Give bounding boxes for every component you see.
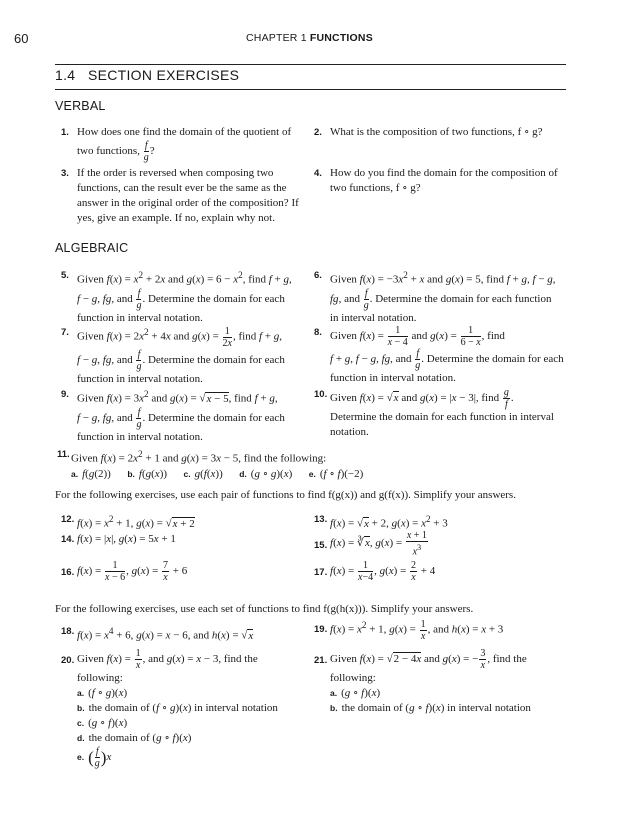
algebraic-heading: ALGEBRAIC <box>55 241 129 255</box>
exercise-12: 12. $f(x) = x^2 + 1$, g(x) = √x + 2 <box>61 514 195 530</box>
exercise-15: 15. f(x) = ∛x, g(x) = $\frac{x + 1}{x^3}$ <box>314 530 427 558</box>
exercise-13: 13. f(x) = √x + 2, $g(x) = x^2 + 3$ <box>314 514 448 530</box>
exercise-5: 5. Given $f(x) = x^2 + 2x$ and $g(x) = 6 - x^2$, find f + g, f − g, fg, and $\frac{f}{g}$ . Determine the domain for each function in interval notation. <box>61 270 292 324</box>
exercise-number: 4. <box>314 168 322 179</box>
exercise-6: 6. Given $f(x) = -3x^2 + x$ and g(x) = 5, find f + g, f − g, fg, and $\frac{f}{g}$ . Determine the domain for each function in interval notation. <box>314 270 556 324</box>
section-number: 1.4 <box>55 67 76 83</box>
exercise-number: 10. <box>314 389 328 400</box>
exercise-2 <box>314 125 560 140</box>
chapter-title: FUNCTIONS <box>309 32 373 44</box>
exercise-text: What is the composition of two functions, f ∘ g? <box>330 126 543 138</box>
exercise-number: 8. <box>314 327 322 338</box>
exercise-3 <box>61 166 302 226</box>
exercise-8: 8. Given f(x) = $\frac{1}{x - 4}$ and g(x) = $\frac{1}{6 - x}$ , find f + g, f − g, fg, and $\frac{f}{g}$ . Determine the domain for each function in interval notation. <box>314 325 564 384</box>
running-header <box>246 32 373 44</box>
exercise-18: 18. $f(x) = x^4 + 6$, g(x) = x − 6, and h(x) = √x <box>61 626 254 642</box>
exercise-21: 21. Given f(x) = √2 − 4x and g(x) = − $\frac{3}{x}$ , find the following: a. (g ∘ f)(x) b. the domain of (g ∘ f)(x) in interval notation <box>314 648 531 714</box>
exercise-17: 17. f(x) = $\frac{1}{x-4}$ , g(x) = $\frac{2}{x}$ + 4 <box>314 560 436 583</box>
exercise-number: 3. <box>61 168 69 179</box>
instructions-paragraph: For the following exercises, use each set of functions to find f(g(h(x))). Simplify your answers. <box>55 603 474 615</box>
exercise-number: 2. <box>314 127 322 138</box>
exercise-number: 7. <box>61 327 69 338</box>
chapter-label: CHAPTER 1 <box>246 32 307 44</box>
exercise-number: 6. <box>314 270 322 281</box>
exercise-20: 20. Given f(x) = $\frac{1}{x}$ , and g(x) = x − 3, find the following: a. (f ∘ g)(x) b. the domain of (f ∘ g)(x) in interval notation c. (g ∘ f)(x) d. the domain of (g ∘ f)(x) e. ( $\frac{f}{g}$ )x <box>61 648 278 769</box>
page-number: 60 <box>14 31 29 46</box>
exercise-number: 5. <box>61 270 69 281</box>
exercise-number: 9. <box>61 389 69 400</box>
exercise-7: 7. Given $f(x) = 2x^2 + 4x$ and g(x) = $\frac{1}{2x}$ , find f + g, f − g, fg, and $\frac{f}{g}$ . Determine the domain for each function in interval notation. <box>61 325 285 385</box>
exercise-text: How do you find the domain for the composition of two functions, f ∘ g? <box>330 167 558 194</box>
section-title <box>55 67 239 83</box>
exercise-text: How does one find the domain of the quotient of two functions, <box>77 126 292 158</box>
exercise-19: 19. $f(x) = x^2 + 1$, g(x) = $\frac{1}{x}$ , and h(x) = x + 3 <box>314 618 504 642</box>
exercise-4 <box>314 166 560 196</box>
exercise-number: 1. <box>61 127 69 138</box>
exercise-text: If the order is reversed when composing two functions, can the result ever be the same as the answer in the original order of the composition? If yes, give an example. If no, explain why not. <box>77 167 299 224</box>
exercise-16: 16. f(x) = $\frac{1}{x - 6}$ , g(x) = $\frac{7}{x}$ + 6 <box>61 560 188 583</box>
exercise-11: 11. Given $f(x) = 2x^2 + 1$ and g(x) = 3x − 5, find the following: a. f(g(2)) b. f(g(x)) c. g(f(x)) d. (g ∘ g)(x) e. (f ∘ f)(−2) <box>57 449 364 480</box>
exercise-1: 1. How does one find the domain of the quotient of two functions, $\frac{f}{g}$ ? <box>61 126 292 163</box>
instructions-paragraph: For the following exercises, use each pair of functions to find f(g(x)) and g(f(x)). Simplify your answers. <box>55 489 516 501</box>
verbal-heading: VERBAL <box>55 99 106 113</box>
exercise-10: 10. Given f(x) = √x and g(x) = |x − 3|, find $\frac{g}{f}$ . Determine the domain for each function in interval notation. <box>314 387 554 438</box>
section-title-text: SECTION EXERCISES <box>87 67 240 83</box>
exercise-9: 9. Given $f(x) = 3x^2$ and g(x) = √x − 5, find f + g, f − g, fg, and $\frac{f}{g}$ . Determine the domain for each function in interval notation. <box>61 389 285 443</box>
exercise-number: 11. <box>57 449 70 460</box>
exercise-14: 14. f(x) = |x|, g(x) = 5x + 1 <box>61 533 176 545</box>
fraction: $\frac{f}{g}$ <box>143 140 149 163</box>
